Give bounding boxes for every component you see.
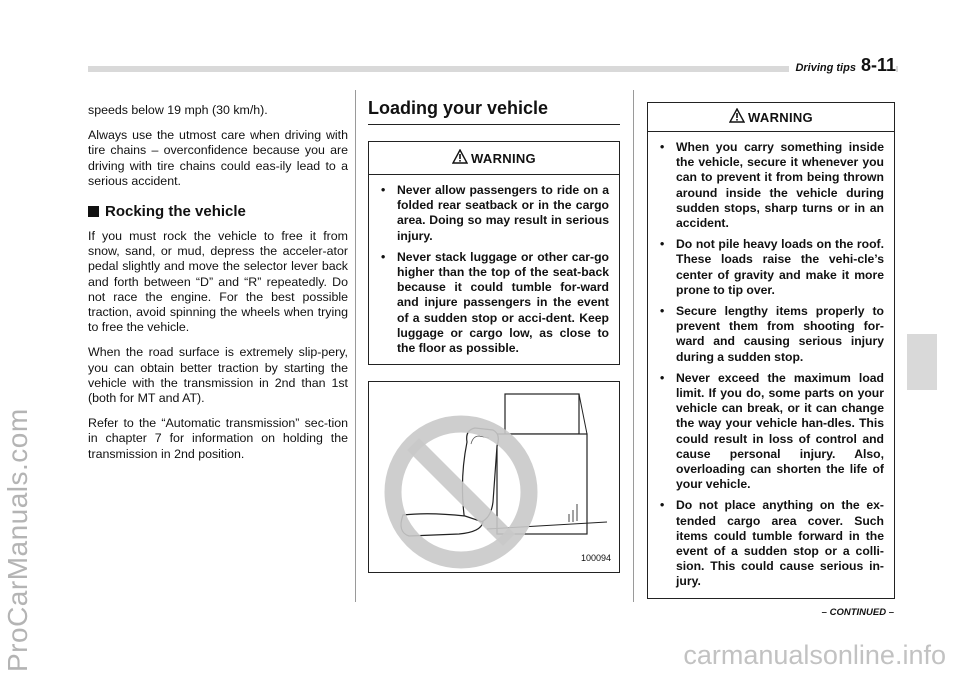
continued-label: – CONTINUED – <box>821 607 894 618</box>
paragraph: Refer to the “Automatic transmission” sec-tion in chapter 7 for information on holding the transmission in 2nd position. <box>88 416 348 461</box>
warning-text: Never stack luggage or other car-go higher than the top of the seat-back because it could tumble for-ward and injure passengers in the event of a sudden stop or acci-dent. Keep luggage or cargo low, as close to the floor as possible. <box>397 249 609 356</box>
subheading-text: Rocking the vehicle <box>105 203 246 221</box>
paragraph: Always use the utmost care when driving with tire chains – overconfidence because you are driving with tire chains could eas-ily lead to a serious accident. <box>88 128 348 188</box>
right-column <box>647 102 895 599</box>
page-number: 8-11 <box>860 55 896 75</box>
warning-box <box>647 102 895 599</box>
header-section-title: Driving tips <box>795 62 856 74</box>
warning-box <box>368 141 620 365</box>
column-divider-right <box>633 90 634 602</box>
warning-text: Never exceed the maximum load limit. If you do, some parts on your vehicle can break, or it can change the way your vehicle han-dles. This could result in loss of control and cause personal injury. Also, overloading can shorten the life of your vehicle. <box>676 370 884 492</box>
luggage-illustration <box>369 382 619 572</box>
warning-body <box>648 132 894 598</box>
bullet-icon: • <box>660 304 665 319</box>
loading-illustration <box>368 381 620 573</box>
warning-item <box>381 183 609 244</box>
warning-item <box>660 237 884 298</box>
section-title: Loading your vehicle <box>368 98 620 125</box>
chapter-thumb-tab <box>907 334 937 390</box>
warning-text: When you carry something inside the vehicle, secure it whenever you can to prevent it from being thrown around inside the vehicle during sudden stops, sharp turns or in an accident. <box>676 140 884 231</box>
warning-item <box>381 250 609 356</box>
figure-code: 100094 <box>580 553 611 564</box>
warning-text: Do not place anything on the ex-tended cargo area cover. Such items could tumble forward in the event of a sudden stop or a colli-sion. This could cause serious in-jury. <box>676 498 884 589</box>
warning-header <box>648 103 894 132</box>
paragraph: When the road surface is extremely slip-pery, you can obtain better traction by starting the vehicle with the transmission in 2nd than 1st (both for MT and AT). <box>88 345 348 406</box>
bullet-icon: • <box>381 183 386 197</box>
side-watermark: ProCarManuals.com <box>2 408 33 672</box>
middle-column <box>368 98 620 573</box>
square-bullet-icon <box>88 206 99 217</box>
bullet-icon: • <box>660 237 665 252</box>
warning-header <box>369 142 619 175</box>
warning-triangle-icon <box>452 149 468 167</box>
bullet-icon: • <box>660 370 665 385</box>
subheading <box>88 203 348 220</box>
warning-item <box>660 140 884 231</box>
bottom-watermark: carmanualsonline.info <box>683 640 946 670</box>
warning-item <box>660 304 884 365</box>
left-column <box>88 103 348 472</box>
column-divider-left <box>355 90 356 602</box>
page-header <box>789 55 896 76</box>
warning-text: Never allow passengers to ride on a folded rear seatback or in the cargo area. Doing so may result in serious injury. <box>397 183 609 243</box>
warning-label: WARNING <box>471 150 536 166</box>
paragraph: speeds below 19 mph (30 km/h). <box>88 103 268 117</box>
bullet-icon: • <box>660 140 665 154</box>
warning-item <box>660 498 884 589</box>
warning-text: Do not pile heavy loads on the roof. These loads raise the vehi-cle’s center of gravity and make it more prone to tip over. <box>676 237 884 297</box>
warning-text: Secure lengthy items properly to prevent them from shooting for-ward and causing serious injury during a sudden stop. <box>676 304 884 364</box>
header-rule <box>88 66 898 72</box>
paragraph: If you must rock the vehicle to free it from snow, sand, or mud, depress the acceler-ator pedal slightly and move the selector lever back and forth between “D” and “R” repeatedly. Do not race the engine. For the best possible traction, avoid spinning the wheels when trying to free the vehicle. <box>88 229 348 335</box>
bullet-icon: • <box>381 249 386 264</box>
bullet-icon: • <box>660 498 665 513</box>
warning-body <box>369 175 619 364</box>
warning-item <box>660 371 884 493</box>
warning-triangle-icon <box>729 108 745 126</box>
warning-label: WARNING <box>748 109 813 125</box>
